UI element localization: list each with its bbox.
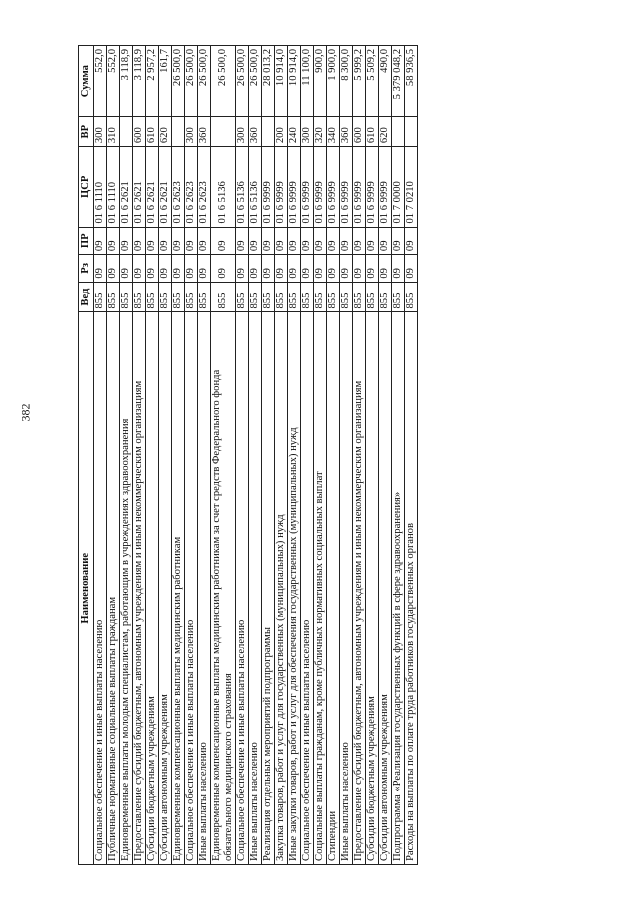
cell-rz: 09 xyxy=(288,255,301,283)
cell-rz: 09 xyxy=(172,255,185,283)
cell-vr xyxy=(262,117,275,147)
table-row xyxy=(211,46,236,865)
cell-sum: 11 100,0 xyxy=(301,46,314,117)
cell-vr: 300 xyxy=(236,117,249,147)
cell-name: Иные выплаты населению xyxy=(340,312,353,865)
table-row xyxy=(107,46,120,865)
cell-rz: 09 xyxy=(405,255,418,283)
cell-name: Единовременные компенсационные выплаты медицинским работникам за счет средств Федерального фонда обязательного медицинского страхования xyxy=(211,312,236,865)
cell-vr: 610 xyxy=(366,117,379,147)
cell-sum: 26 500,0 xyxy=(236,46,249,117)
cell-vr xyxy=(392,117,405,147)
table-row xyxy=(236,46,249,865)
cell-ved: 855 xyxy=(314,282,327,312)
cell-name: Реализация отдельных мероприятий подпрограммы xyxy=(262,312,275,865)
cell-csr: 01 7 0210 xyxy=(405,147,418,227)
cell-ved: 855 xyxy=(133,282,146,312)
cell-csr: 01 6 1110 xyxy=(94,147,107,227)
cell-vr: 300 xyxy=(94,117,107,147)
cell-name: Иные выплаты населению xyxy=(198,312,211,865)
cell-ved: 855 xyxy=(172,282,185,312)
cell-vr: 310 xyxy=(107,117,120,147)
cell-csr: 01 6 9999 xyxy=(262,147,275,227)
cell-name: Социальные выплаты гражданам, кроме публичных нормативных социальных выплат xyxy=(314,312,327,865)
cell-ved: 855 xyxy=(327,282,340,312)
cell-csr: 01 6 9999 xyxy=(340,147,353,227)
cell-vr xyxy=(211,117,236,147)
cell-sum: 3 118,9 xyxy=(133,46,146,117)
cell-pr: 09 xyxy=(133,227,146,255)
table-row xyxy=(249,46,262,865)
cell-vr xyxy=(172,117,185,147)
cell-csr: 01 6 9999 xyxy=(327,147,340,227)
table-row xyxy=(392,46,405,865)
cell-pr: 09 xyxy=(262,227,275,255)
cell-ved: 855 xyxy=(185,282,198,312)
cell-sum: 1 900,0 xyxy=(327,46,340,117)
cell-vr: 610 xyxy=(146,117,159,147)
cell-rz: 09 xyxy=(94,255,107,283)
cell-vr xyxy=(405,117,418,147)
cell-vr: 600 xyxy=(353,117,366,147)
table-header-row xyxy=(79,46,94,865)
table-row xyxy=(146,46,159,865)
cell-pr: 09 xyxy=(172,227,185,255)
cell-name: Предоставление субсидий бюджетным, автономным учреждениям и иным некоммерческим организациям xyxy=(133,312,146,865)
table-row xyxy=(120,46,133,865)
cell-sum: 26 500,0 xyxy=(198,46,211,117)
cell-csr: 01 6 9999 xyxy=(301,147,314,227)
cell-vr: 200 xyxy=(275,117,288,147)
cell-name: Расходы на выплаты по оплате труда работников государственных органов xyxy=(405,312,418,865)
cell-name: Субсидии автономным учреждениям xyxy=(379,312,392,865)
cell-ved: 855 xyxy=(159,282,172,312)
cell-sum: 5 509,2 xyxy=(366,46,379,117)
cell-ved: 855 xyxy=(340,282,353,312)
cell-csr: 01 6 9999 xyxy=(353,147,366,227)
cell-csr: 01 6 5136 xyxy=(249,147,262,227)
cell-csr: 01 6 9999 xyxy=(379,147,392,227)
cell-sum: 26 500,0 xyxy=(249,46,262,117)
cell-sum: 490,0 xyxy=(379,46,392,117)
cell-rz: 09 xyxy=(353,255,366,283)
cell-pr: 09 xyxy=(94,227,107,255)
cell-vr: 340 xyxy=(327,117,340,147)
cell-ved: 855 xyxy=(198,282,211,312)
table-row xyxy=(198,46,211,865)
cell-pr: 09 xyxy=(198,227,211,255)
cell-name: Закупка товаров, работ и услуг для государственных (муниципальных) нужд xyxy=(275,312,288,865)
cell-sum: 26 500,0 xyxy=(211,46,236,117)
cell-rz: 09 xyxy=(107,255,120,283)
cell-ved: 855 xyxy=(262,282,275,312)
cell-pr: 09 xyxy=(211,227,236,255)
table-row xyxy=(314,46,327,865)
cell-name: Единовременные выплаты молодым специалистам, работающим в учреждениях здравоохранения xyxy=(120,312,133,865)
cell-csr: 01 6 2623 xyxy=(198,147,211,227)
cell-rz: 09 xyxy=(262,255,275,283)
table-row xyxy=(172,46,185,865)
cell-csr: 01 6 5136 xyxy=(236,147,249,227)
cell-rz: 09 xyxy=(146,255,159,283)
cell-ved: 855 xyxy=(275,282,288,312)
cell-vr: 300 xyxy=(301,117,314,147)
cell-csr: 01 6 9999 xyxy=(275,147,288,227)
table-row xyxy=(133,46,146,865)
cell-rz: 09 xyxy=(236,255,249,283)
table-row xyxy=(159,46,172,865)
cell-pr: 09 xyxy=(159,227,172,255)
cell-name: Публичные нормативные социальные выплаты гражданам xyxy=(107,312,120,865)
cell-ved: 855 xyxy=(392,282,405,312)
cell-name: Социальное обеспечение и иные выплаты населению xyxy=(301,312,314,865)
cell-sum: 26 500,0 xyxy=(185,46,198,117)
cell-ved: 855 xyxy=(405,282,418,312)
cell-rz: 09 xyxy=(198,255,211,283)
cell-rz: 09 xyxy=(392,255,405,283)
cell-name: Предоставление субсидий бюджетным, автономным учреждениям и иным некоммерческим организациям xyxy=(353,312,366,865)
cell-rz: 09 xyxy=(314,255,327,283)
cell-csr: 01 6 2621 xyxy=(146,147,159,227)
cell-name: Социальное обеспечение и иные выплаты населению xyxy=(236,312,249,865)
cell-csr: 01 6 2621 xyxy=(159,147,172,227)
header-sum: Сумма xyxy=(79,46,94,117)
table-row xyxy=(353,46,366,865)
cell-csr: 01 6 1110 xyxy=(107,147,120,227)
table-row xyxy=(185,46,198,865)
cell-ved: 855 xyxy=(211,282,236,312)
table-row xyxy=(379,46,392,865)
cell-ved: 855 xyxy=(301,282,314,312)
header-pr: ПР xyxy=(79,227,94,255)
cell-pr: 09 xyxy=(107,227,120,255)
cell-pr: 09 xyxy=(353,227,366,255)
cell-name: Стипендии xyxy=(327,312,340,865)
cell-ved: 855 xyxy=(288,282,301,312)
cell-pr: 09 xyxy=(249,227,262,255)
cell-ved: 855 xyxy=(120,282,133,312)
cell-sum: 5 379 048,2 xyxy=(392,46,405,117)
cell-ved: 855 xyxy=(107,282,120,312)
cell-name: Субсидии автономным учреждениям xyxy=(159,312,172,865)
cell-ved: 855 xyxy=(379,282,392,312)
cell-ved: 855 xyxy=(236,282,249,312)
cell-sum: 552,0 xyxy=(107,46,120,117)
cell-pr: 09 xyxy=(327,227,340,255)
budget-table xyxy=(78,45,418,865)
cell-rz: 09 xyxy=(249,255,262,283)
cell-vr: 360 xyxy=(340,117,353,147)
cell-vr: 600 xyxy=(133,117,146,147)
cell-pr: 09 xyxy=(405,227,418,255)
header-csr: ЦСР xyxy=(79,147,94,227)
table-row xyxy=(405,46,418,865)
table-row xyxy=(288,46,301,865)
cell-rz: 09 xyxy=(301,255,314,283)
cell-csr: 01 6 2623 xyxy=(185,147,198,227)
cell-name: Субсидии бюджетным учреждениям xyxy=(146,312,159,865)
table-row xyxy=(340,46,353,865)
cell-vr xyxy=(120,117,133,147)
cell-name: Иные закупки товаров, работ и услуг для обеспечения государственных (муниципальных) нужд xyxy=(288,312,301,865)
cell-vr: 300 xyxy=(185,117,198,147)
cell-rz: 09 xyxy=(211,255,236,283)
cell-pr: 09 xyxy=(379,227,392,255)
cell-pr: 09 xyxy=(185,227,198,255)
table-row xyxy=(366,46,379,865)
cell-sum: 58 936,5 xyxy=(405,46,418,117)
header-rz: Рз xyxy=(79,255,94,283)
cell-rz: 09 xyxy=(340,255,353,283)
cell-name: Субсидии бюджетным учреждениям xyxy=(366,312,379,865)
cell-csr: 01 7 0000 xyxy=(392,147,405,227)
page-number: 382 xyxy=(18,403,33,422)
cell-vr: 360 xyxy=(198,117,211,147)
cell-csr: 01 6 2621 xyxy=(133,147,146,227)
cell-vr: 360 xyxy=(249,117,262,147)
cell-rz: 09 xyxy=(133,255,146,283)
cell-csr: 01 6 5136 xyxy=(211,147,236,227)
cell-rz: 09 xyxy=(327,255,340,283)
cell-pr: 09 xyxy=(146,227,159,255)
cell-rz: 09 xyxy=(185,255,198,283)
rotated-table-wrapper xyxy=(78,45,526,865)
cell-csr: 01 6 2621 xyxy=(120,147,133,227)
cell-sum: 2 957,2 xyxy=(146,46,159,117)
cell-csr: 01 6 9999 xyxy=(288,147,301,227)
cell-rz: 09 xyxy=(120,255,133,283)
cell-sum: 900,0 xyxy=(314,46,327,117)
cell-rz: 09 xyxy=(379,255,392,283)
cell-pr: 09 xyxy=(366,227,379,255)
table-body xyxy=(94,46,418,865)
cell-sum: 552,0 xyxy=(94,46,107,117)
cell-ved: 855 xyxy=(353,282,366,312)
cell-sum: 10 914,0 xyxy=(288,46,301,117)
cell-sum: 8 300,0 xyxy=(340,46,353,117)
cell-name: Социальное обеспечение и иные выплаты населению xyxy=(185,312,198,865)
table-row xyxy=(327,46,340,865)
table-row xyxy=(275,46,288,865)
cell-ved: 855 xyxy=(249,282,262,312)
cell-pr: 09 xyxy=(236,227,249,255)
cell-name: Единовременные компенсационные выплаты медицинским работникам xyxy=(172,312,185,865)
header-ved: Вед xyxy=(79,282,94,312)
cell-sum: 161,7 xyxy=(159,46,172,117)
cell-ved: 855 xyxy=(366,282,379,312)
cell-vr: 320 xyxy=(314,117,327,147)
cell-name: Подпрограмма «Реализация государственных функций в сфере здравоохранения» xyxy=(392,312,405,865)
cell-name: Иные выплаты населению xyxy=(249,312,262,865)
cell-vr: 240 xyxy=(288,117,301,147)
cell-pr: 09 xyxy=(314,227,327,255)
cell-pr: 09 xyxy=(340,227,353,255)
cell-vr: 620 xyxy=(159,117,172,147)
cell-pr: 09 xyxy=(275,227,288,255)
table-row xyxy=(301,46,314,865)
cell-pr: 09 xyxy=(301,227,314,255)
cell-pr: 09 xyxy=(392,227,405,255)
header-vr: ВР xyxy=(79,117,94,147)
table-row xyxy=(262,46,275,865)
cell-csr: 01 6 9999 xyxy=(366,147,379,227)
cell-rz: 09 xyxy=(159,255,172,283)
cell-sum: 28 013,2 xyxy=(262,46,275,117)
cell-csr: 01 6 2623 xyxy=(172,147,185,227)
cell-rz: 09 xyxy=(366,255,379,283)
header-name: Наименование xyxy=(79,312,94,865)
cell-name: Социальное обеспечение и иные выплаты населению xyxy=(94,312,107,865)
table-row xyxy=(94,46,107,865)
cell-pr: 09 xyxy=(288,227,301,255)
cell-ved: 855 xyxy=(146,282,159,312)
cell-sum: 10 914,0 xyxy=(275,46,288,117)
cell-sum: 5 999,2 xyxy=(353,46,366,117)
cell-sum: 3 118,9 xyxy=(120,46,133,117)
cell-sum: 26 500,0 xyxy=(172,46,185,117)
cell-pr: 09 xyxy=(120,227,133,255)
cell-ved: 855 xyxy=(94,282,107,312)
cell-vr: 620 xyxy=(379,117,392,147)
cell-csr: 01 6 9999 xyxy=(314,147,327,227)
cell-rz: 09 xyxy=(275,255,288,283)
